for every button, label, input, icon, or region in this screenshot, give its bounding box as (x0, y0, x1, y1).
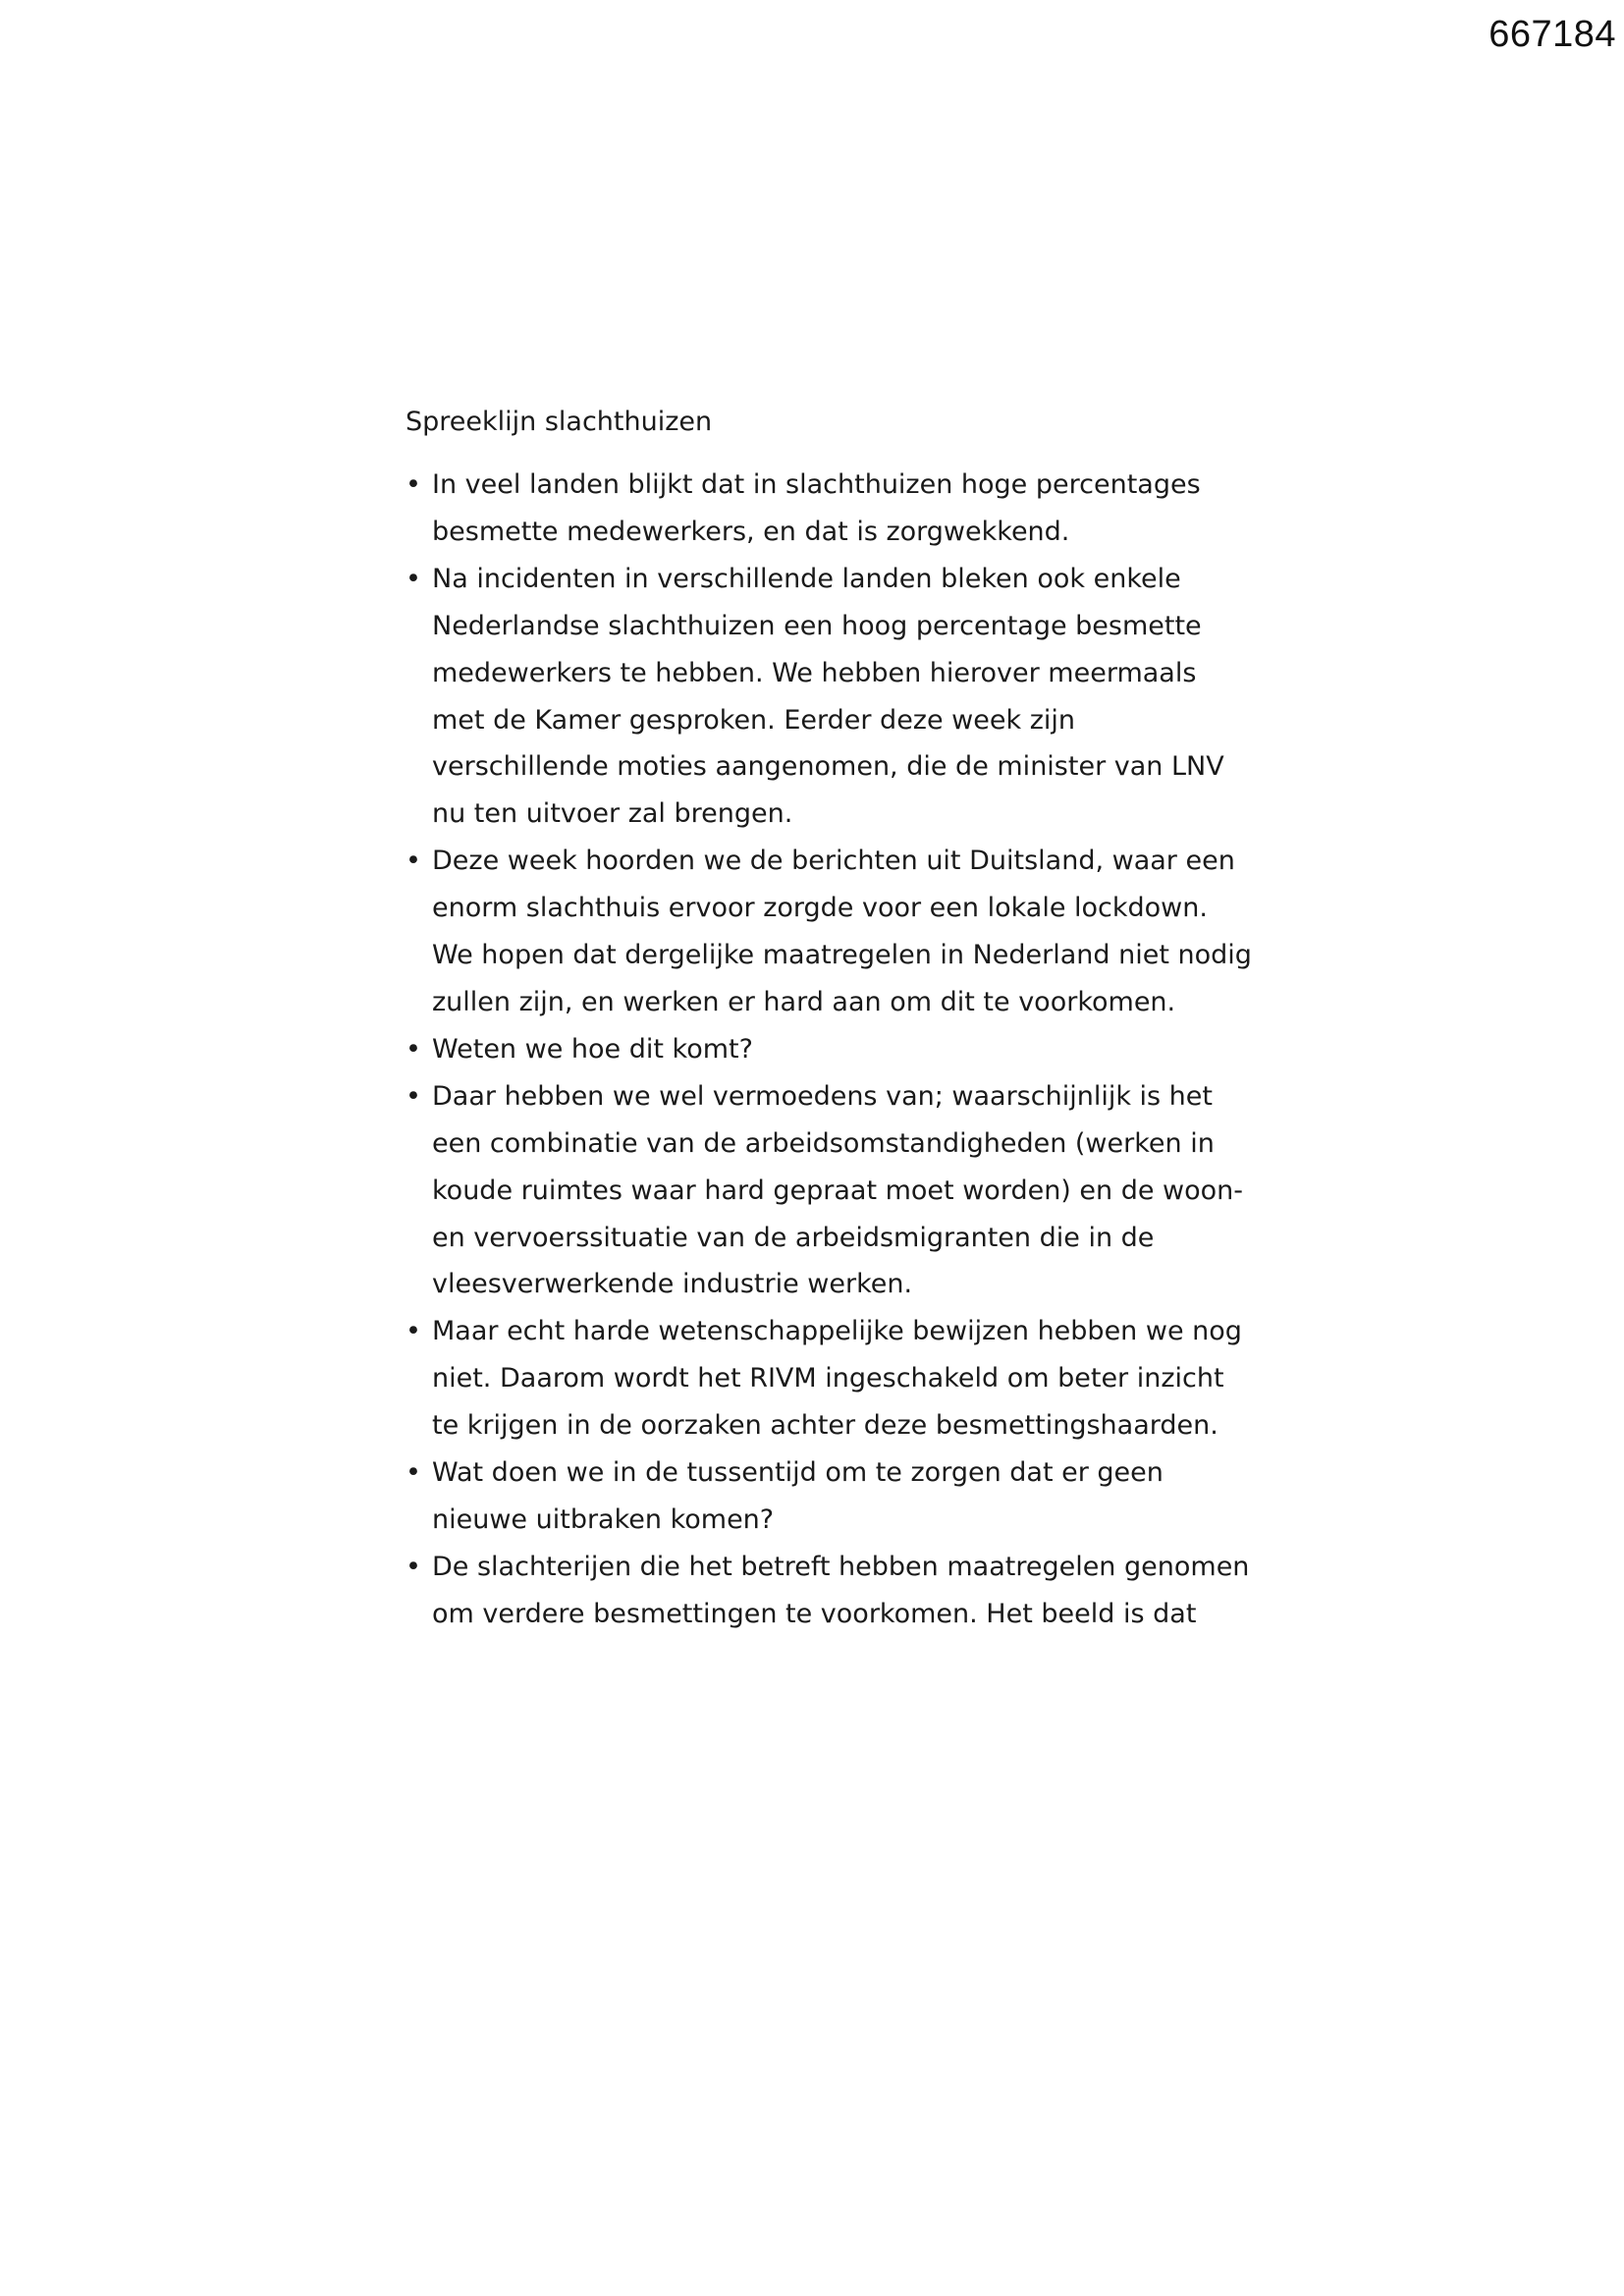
text-line: niet. Daarom wordt het RIVM ingeschakeld om beter inzicht (432, 1363, 1224, 1394)
bullet-text (432, 1073, 1250, 1309)
bullet-text (432, 1449, 1250, 1544)
bullet-list (406, 462, 1250, 1638)
text-line: • In veel landen blijkt dat in slachthuizen hoge percentages (432, 469, 1201, 500)
document-body (406, 401, 1250, 1638)
bullet-text (432, 1026, 1250, 1073)
text-line: • Wat doen we in de tussentijd om te zorgen dat er geen (432, 1457, 1164, 1489)
bullet-item (406, 1449, 1250, 1544)
bullet-item (406, 838, 1250, 1026)
text-line: besmette medewerkers, en dat is zorgwekkend. (432, 516, 1070, 547)
bullet-item (406, 462, 1250, 556)
bullet-text (432, 1544, 1250, 1638)
text-line: enorm slachthuis ervoor zorgde voor een lokale lockdown. (432, 893, 1208, 924)
text-line: • Daar hebben we wel vermoedens van; waarschijnlijk is het (432, 1080, 1213, 1112)
text-line: vleesverwerkende industrie werken. (432, 1269, 913, 1300)
document-title: Spreeklijn slachthuizen (406, 407, 713, 437)
bullet-item (406, 1073, 1250, 1309)
text-line: Nederlandse slachthuizen een hoog percentage besmette (432, 610, 1202, 641)
text-line: te krijgen in de oorzaken achter deze besmettingshaarden. (432, 1410, 1218, 1442)
text-line: met de Kamer gesproken. Eerder deze week zijn (432, 704, 1075, 736)
text-line: en vervoerssituatie van de arbeidsmigranten die in de (432, 1222, 1155, 1253)
text-line: om verdere besmettingen te voorkomen. Het beeld is dat (432, 1598, 1197, 1629)
text-line: nieuwe uitbraken komen? (432, 1503, 775, 1535)
text-line: zullen zijn, en werken er hard aan om dit te voorkomen. (432, 986, 1176, 1017)
text-line: een combinatie van de arbeidsomstandigheden (werken in (432, 1127, 1215, 1159)
text-line: • De slachterijen die het betreft hebben maatregelen genomen (432, 1551, 1250, 1582)
text-line: koude ruimtes waar hard gepraat moet worden) en de woon- (432, 1175, 1244, 1206)
text-line: verschillende moties aangenomen, die de minister van LNV (432, 751, 1224, 783)
text-line: • Maar echt harde wetenschappelijke bewijzen hebben we nog (432, 1316, 1242, 1347)
text-line: • Weten we hoe dit komt? (432, 1033, 753, 1065)
document-number: 667184 (1489, 14, 1616, 55)
bullet-text (432, 556, 1250, 838)
text-line: medewerkers te hebben. We hebben hierover meermaals (432, 657, 1197, 688)
bullet-text (432, 462, 1250, 556)
bullet-item (406, 1026, 1250, 1073)
text-line: We hopen dat dergelijke maatregelen in Nederland niet nodig (432, 940, 1252, 971)
text-line: • Na incidenten in verschillende landen bleken ook enkele (432, 563, 1181, 594)
text-line: nu ten uitvoer zal brengen. (432, 798, 793, 830)
bullet-item (406, 1544, 1250, 1638)
bullet-item (406, 1308, 1250, 1449)
bullet-text (432, 838, 1250, 1026)
bullet-item (406, 556, 1250, 838)
text-line: • Deze week hoorden we de berichten uit Duitsland, waar een (432, 846, 1235, 877)
bullet-text (432, 1308, 1250, 1449)
